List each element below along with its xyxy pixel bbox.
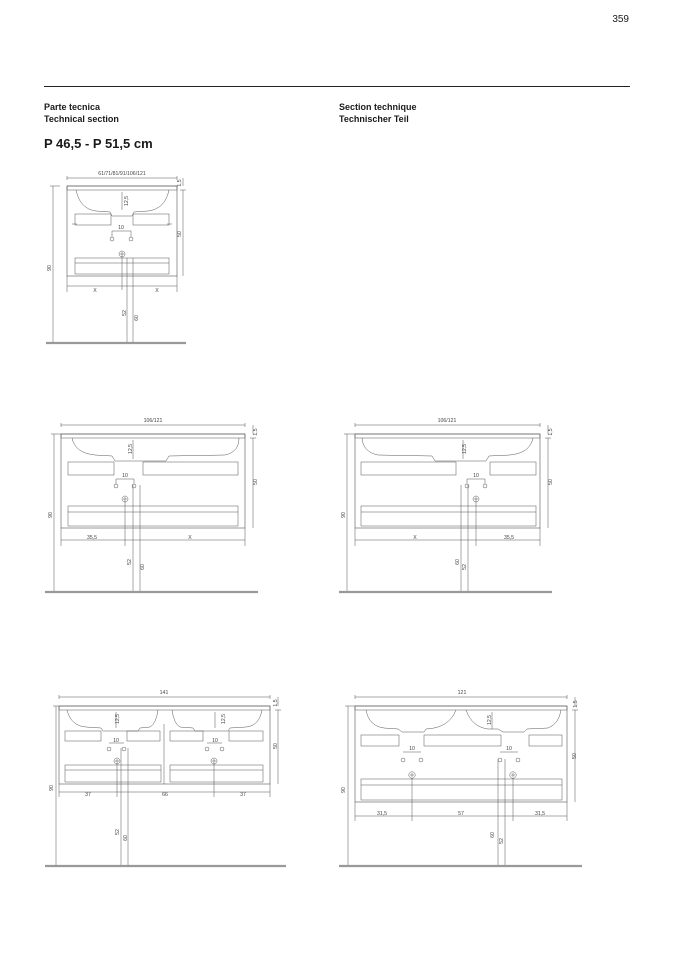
- d3-drain2-label: 52: [462, 564, 468, 570]
- section-subtitle: P 46,5 - P 51,5 cm: [44, 136, 153, 151]
- labels-drawing-3: [341, 418, 554, 570]
- d2-top-label: 1,5: [253, 428, 259, 436]
- labels-drawing-2: [48, 418, 259, 570]
- d4-right-label: 37: [240, 792, 246, 798]
- d3-basin-label: 12,5: [462, 443, 468, 455]
- d5-spacing-b-label: 10: [506, 746, 512, 752]
- drawing-3: [339, 423, 552, 592]
- d4-spacing-a-label: 10: [113, 738, 119, 744]
- d3-left-label: X: [413, 535, 417, 541]
- d3-right-label: 35,5: [503, 535, 515, 541]
- d3-width-label: 106/121: [437, 418, 457, 424]
- d5-total-height-label: 90: [341, 787, 347, 793]
- d1-spacing-label: 10: [118, 225, 124, 231]
- header-left-line-2: Technical section: [44, 114, 119, 124]
- header-right-line-1: Section technique: [339, 102, 417, 112]
- d3-inner-height-label: 50: [548, 479, 554, 485]
- d2-drain2-label: 60: [140, 564, 146, 570]
- d5-width-label: 121: [457, 690, 467, 696]
- d5-inner-height-label: 50: [572, 753, 578, 759]
- d4-width-label: 141: [159, 690, 169, 696]
- d1-inner-height-label: 50: [177, 231, 183, 237]
- d4-basin-b-label: 12,5: [221, 713, 227, 725]
- d2-basin-label: 12,5: [128, 443, 134, 455]
- d4-spacing-b-label: 10: [212, 738, 218, 744]
- labels-drawing-1: [47, 171, 183, 321]
- d1-width-label: 61/71/81/91/106/121: [98, 171, 146, 177]
- labels-drawing-5: [341, 690, 579, 844]
- d5-basin-label: 12,5: [487, 714, 493, 726]
- d1-x-right-label: X: [155, 288, 159, 294]
- drawing-4: [45, 695, 286, 866]
- page-number: 359: [612, 14, 629, 25]
- d1-drain1-label: 52: [122, 310, 128, 316]
- d4-basin-a-label: 12,5: [115, 713, 121, 725]
- d5-left-label: 31,5: [376, 811, 388, 817]
- d2-width-label: 106/121: [143, 418, 163, 424]
- d3-total-height-label: 90: [341, 512, 347, 518]
- drawing-5: [339, 695, 582, 866]
- d4-inner-height-label: 50: [273, 743, 279, 749]
- d2-left-label: 35,5: [86, 535, 98, 541]
- d4-top-label: 1,5: [273, 699, 279, 707]
- d5-drain1-label: 60: [490, 832, 496, 838]
- d2-right-label: X: [188, 535, 192, 541]
- d2-total-height-label: 90: [48, 512, 54, 518]
- d3-top-label: 1,5: [548, 428, 554, 436]
- d2-inner-height-label: 50: [253, 479, 259, 485]
- d3-drain1-label: 60: [455, 559, 461, 565]
- d5-middle-label: 57: [458, 811, 464, 817]
- d4-middle-label: 66: [162, 792, 168, 798]
- d1-basin-label: 12,5: [124, 195, 130, 207]
- d2-drain1-label: 52: [127, 559, 133, 565]
- drawing-2: [45, 423, 258, 592]
- drawing-1: [46, 176, 186, 343]
- header-left-line-1: Parte tecnica: [44, 102, 101, 112]
- d4-left-label: 37: [85, 792, 91, 798]
- header-right-line-2: Technischer Teil: [339, 114, 409, 124]
- d2-spacing-label: 10: [122, 473, 128, 479]
- d5-top-label: 1,5: [573, 700, 579, 708]
- d5-drain2-label: 52: [499, 838, 505, 844]
- d3-spacing-label: 10: [473, 473, 479, 479]
- d4-total-height-label: 90: [49, 785, 55, 791]
- d1-x-left-label: X: [93, 288, 97, 294]
- d5-right-label: 31,5: [534, 811, 546, 817]
- d4-drain1-label: 52: [115, 829, 121, 835]
- d1-top-label: 1,5: [177, 179, 183, 187]
- d4-drain2-label: 60: [123, 835, 129, 841]
- d5-spacing-a-label: 10: [409, 746, 415, 752]
- d1-total-height-label: 90: [47, 265, 53, 271]
- d1-drain2-label: 60: [134, 315, 140, 321]
